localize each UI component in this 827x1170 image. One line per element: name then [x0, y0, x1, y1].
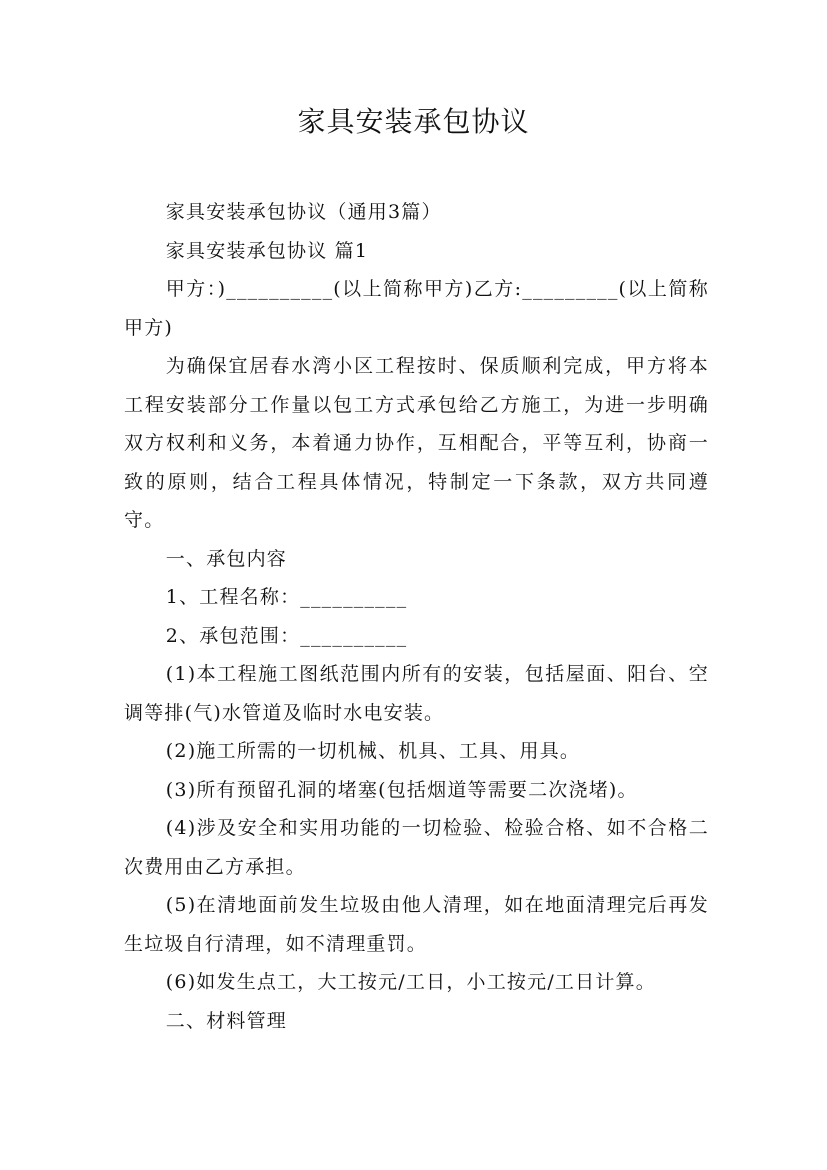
- list-item-1: (1)本工程施工图纸范围内所有的安装，包括屋面、阳台、空调等排(气)水管道及临时水电安装。: [124, 663, 709, 724]
- paragraph-parties: 甲方：)__________(以上简称甲方)乙方:_________(以上简称甲方): [124, 278, 709, 339]
- list-item-6: (6)如发生点工，大工按元/工日，小工按元/工日计算。: [165, 971, 656, 993]
- paragraph-project-name: 1、工程名称：__________: [165, 586, 408, 608]
- paragraph-contract-scope: 2、承包范围：__________: [165, 624, 408, 647]
- list-item-4: (4)涉及安全和实用功能的一切检验、检验合格、如不合格二次费用由乙方承担。: [124, 817, 709, 878]
- section-heading-contract-content: 一、承包内容: [165, 547, 287, 570]
- list-item-2: (2)施工所需的一切机械、机具、工具、用具。: [165, 740, 581, 762]
- document-body: [124, 193, 709, 1040]
- list-item-5: (5)在清地面前发生垃圾由他人清理，如在地面清理完后再发生垃圾自行清理，如不清理重罚。: [124, 894, 709, 955]
- paragraph-preamble: 为确保宜居春水湾小区工程按时、保质顺利完成，甲方将本工程安装部分工作量以包工方式承包给乙方施工，为进一步明确双方权利和义务，本着通力协作，互相配合，平等互利，协商一致的原则，结合工程具体情况，特制定一下条款，双方共同遵守。: [124, 355, 709, 531]
- list-item-3: (3)所有预留孔洞的堵塞(包括烟道等需要二次浇堵)。: [165, 778, 638, 801]
- paragraph-subtitle: 家具安装承包协议（通用3篇）: [165, 201, 442, 223]
- document-title: 家具安装承包协议: [297, 105, 530, 138]
- paragraph-article-heading: 家具安装承包协议 篇1: [165, 239, 369, 262]
- section-heading-material-management: 二、材料管理: [165, 1009, 287, 1032]
